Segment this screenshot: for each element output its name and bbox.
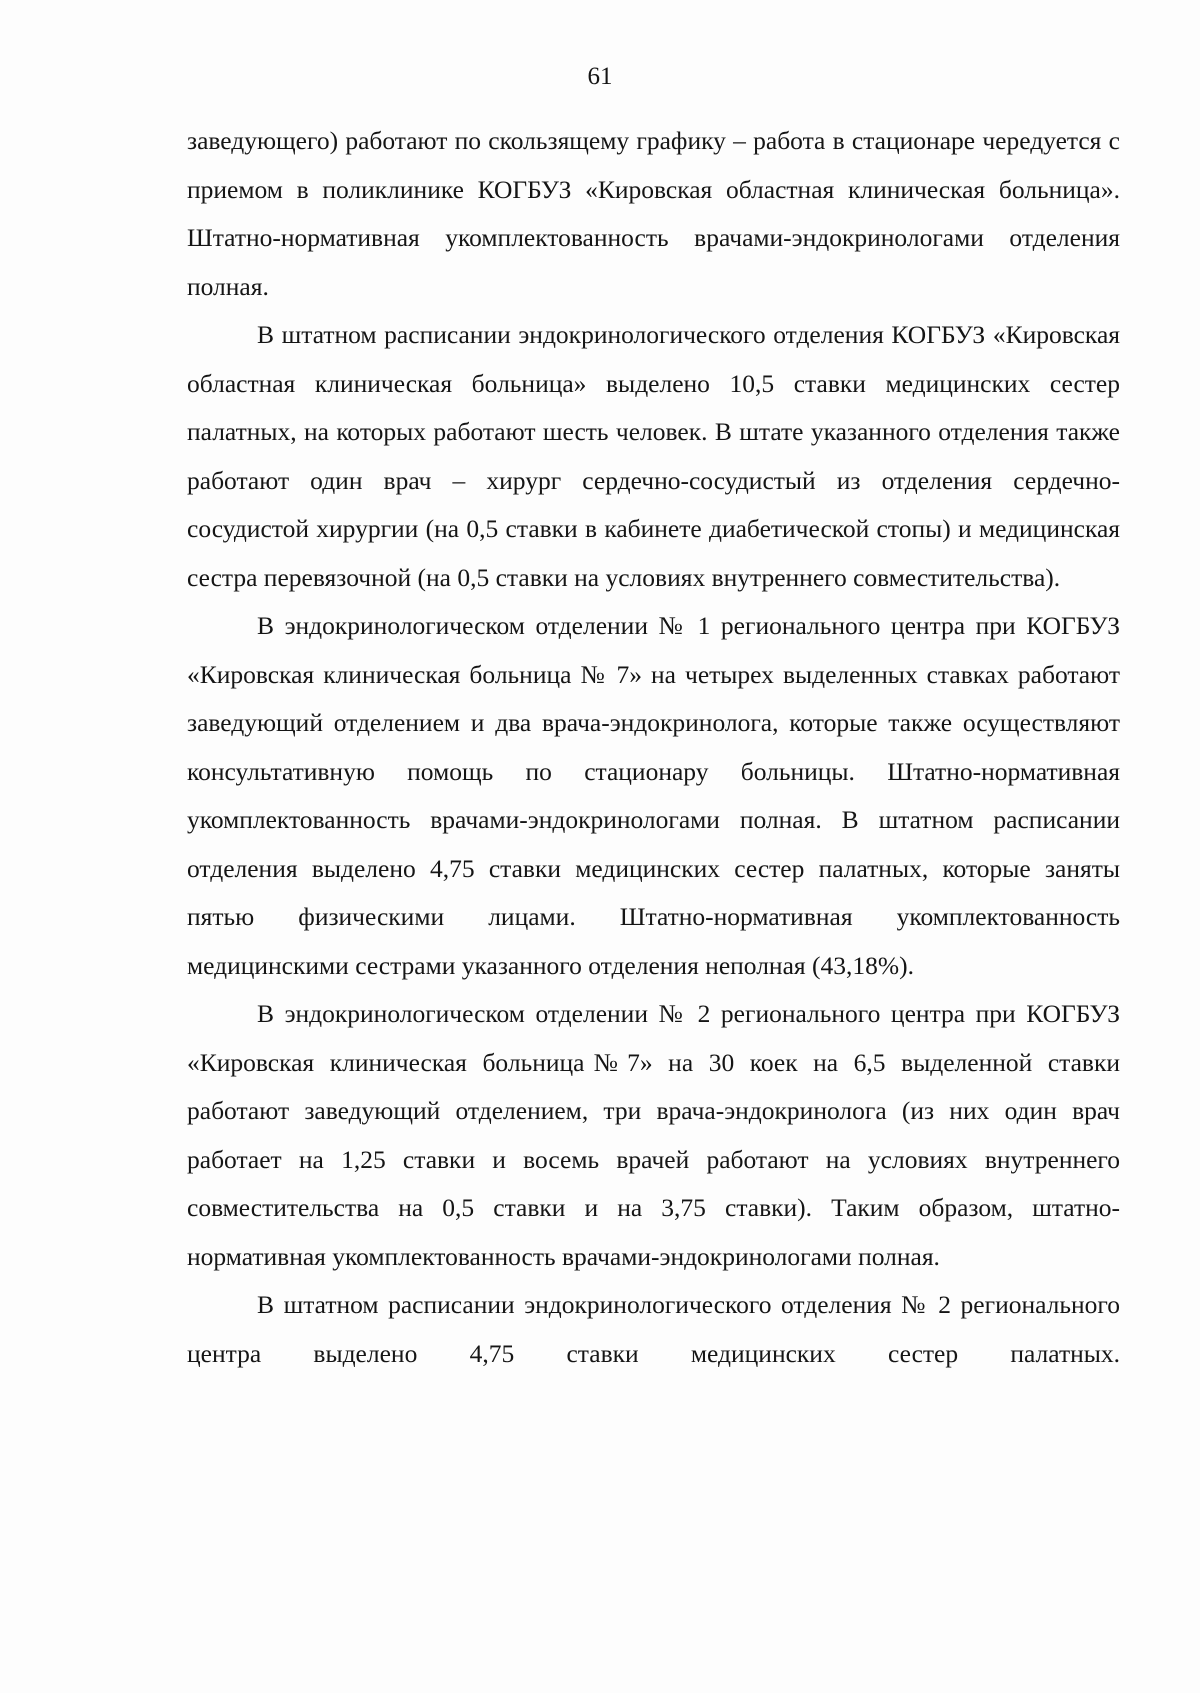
paragraph-department-2-nurses: В штатном расписании эндокринологического отделения № 2 регионального центра выделено 4,75 ставки медицинских сестер палатных.: [187, 1290, 1120, 1368]
paragraph-department-2: В эндокринологическом отделении № 2 регионального центра при КОГБУЗ «Кировская клиническая больница№7» на 30 коек на 6,5 выделенной ставки работают заведующий отделением, три врача-эндокринолога (из них один врач работает на 1,25 ставки и восемь врачей работают на условиях внутреннего совместительства на 0,5 ставки и на 3,75 ставки). Таким образом, штатно-нормативная укомплектованность врачами-эндокринологами полная.: [187, 999, 1120, 1271]
document-body: [187, 117, 1120, 1378]
page-number: 61: [587, 63, 613, 90]
paragraph-kirov-regional-hospital-nurses: В штатном расписании эндокринологического отделения КОГБУЗ «Кировская областная клиническая больница» выделено 10,5 ставки медицинских сестер палатных, на которых работают шесть человек. В штате указанного отделения также работают один врач – хирург сердечно-сосудистый из отделения сердечно-сосудистой хирургии (на 0,5 ставки в кабинете диабетической стопы) и медицинская сестра перевязочной (на 0,5 ставки на условиях внутреннего совместительства).: [187, 320, 1120, 592]
paragraph-continuation: заведующего) работают по скользящему графику – работа в стационаре чередуется с приемом в поликлинике КОГБУЗ «Кировская областная клиническая больница». Штатно-нормативная укомплектованность врачами-эндокринологами отделения полная.: [187, 126, 1120, 301]
paragraph-department-1: В эндокринологическом отделении № 1 регионального центра при КОГБУЗ «Кировская клиническая больница № 7» на четырех выделенных ставках работают заведующий отделением и два врача-эндокринолога, которые также осуществляют консультативную помощь по стационару больницы. Штатно-нормативная укомплектованность врачами-эндокринологами полная. В штатном расписании отделения выделено 4,75 ставки медицинских сестер палатных, которые заняты пятью физическими лицами. Штатно-нормативная укомплектованность медицинскими сестрами указанного отделения неполная (43,18%).: [187, 611, 1120, 980]
